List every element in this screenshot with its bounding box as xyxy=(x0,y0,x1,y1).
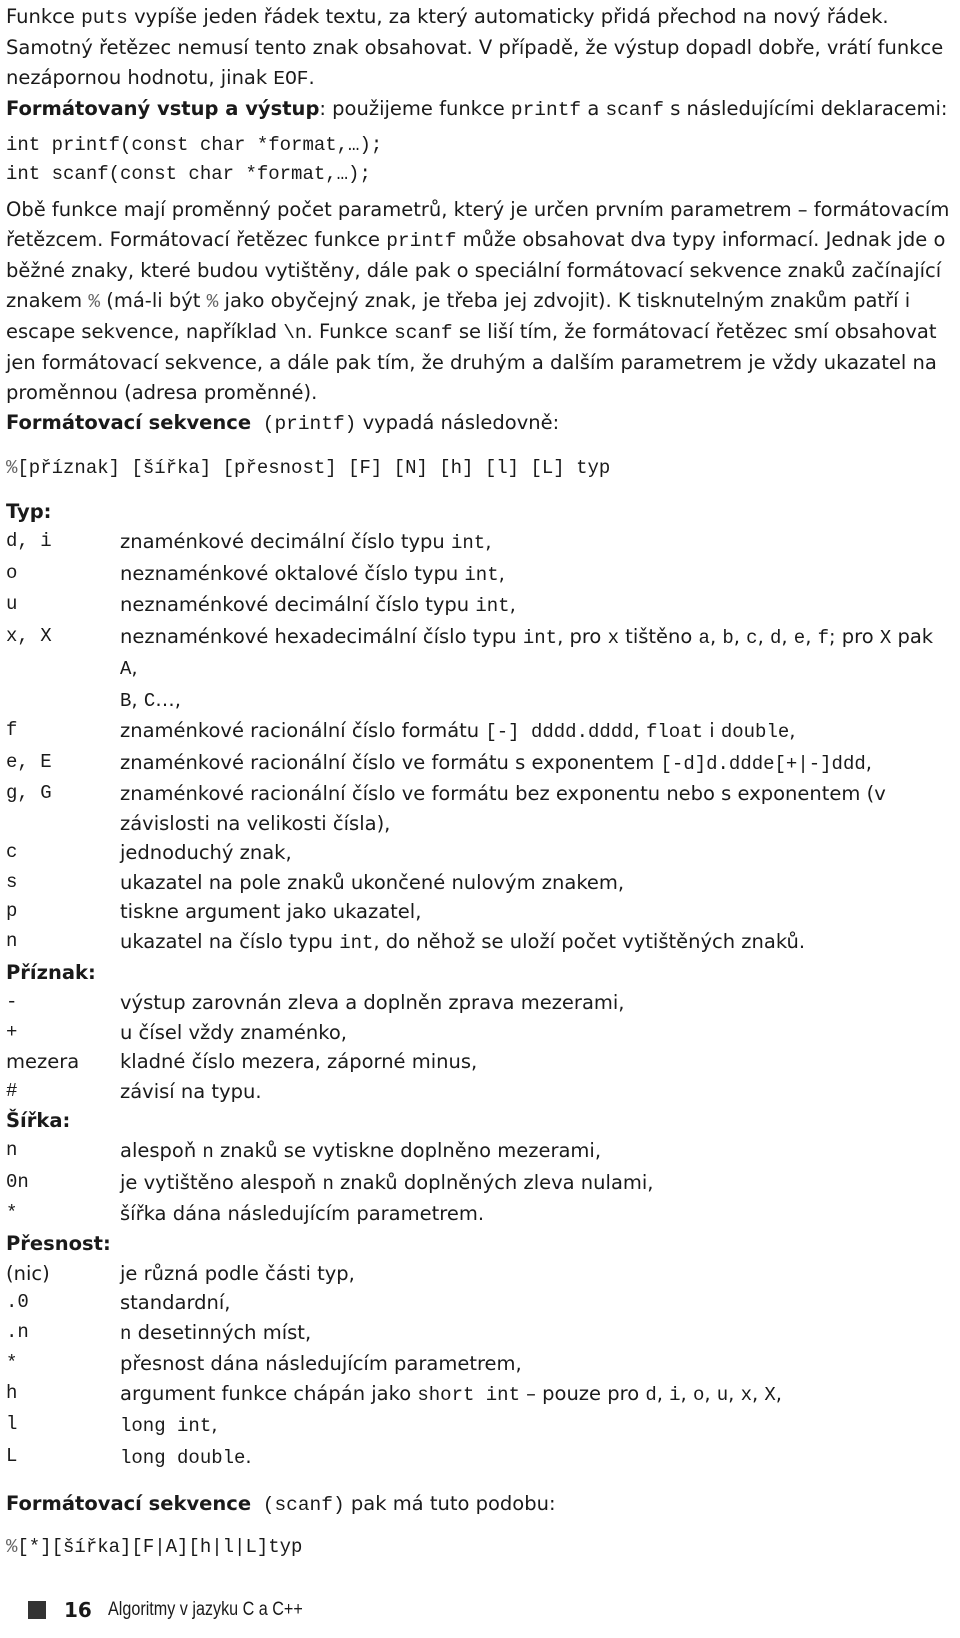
sirka-row-0n: 0n je vytištěno alespoň n znaků doplněných zleva nulami, xyxy=(6,1170,654,1195)
presnost-row-h: h argument funkce chápán jako short int – pouze pro d, i, o, u, x, X, xyxy=(6,1381,782,1406)
sirka-row-star: * šířka dána následujícím parametrem. xyxy=(6,1202,485,1225)
presnost-row-L: L long double. xyxy=(6,1444,252,1469)
decl-scanf: int scanf(const char *format,…); xyxy=(6,163,371,185)
presnost-row-nic: (nic) je různá podle části typ, xyxy=(6,1261,355,1285)
priznak-row-mezera: mezera kladné číslo mezera, záporné minus, xyxy=(6,1050,478,1073)
declarations-code xyxy=(6,131,956,189)
typ-row-d: d, i znaménkové decimální číslo typu int, xyxy=(6,530,492,554)
typ-row-n: n ukazatel na číslo typu int, do něhož se uloží počet vytištěných znaků. xyxy=(6,929,806,954)
typ-row-p: p tiskne argument jako ukazatel, xyxy=(6,900,422,923)
code-puts: puts xyxy=(81,7,128,29)
decl-printf: int printf(const char *format,…); xyxy=(6,134,383,156)
io-heading: Formátovaný vstup a výstup xyxy=(6,97,320,120)
sirka-row-n: n alespoň n znaků se vytiskne doplněno mezerami, xyxy=(6,1139,602,1163)
presnost-row-0: .0 standardní, xyxy=(6,1291,231,1314)
typ-row-u: u neznaménkové decimální číslo typu int, xyxy=(6,593,516,617)
page-footer xyxy=(28,1598,337,1622)
main-paragraph: Obě funkce mají proměnný počet parametrů, který je určen prvním parametrem – formátovacím řetězcem. Formátovací řetězec funkce printf může obsahovat dva typy informací. Jednak jde o běžné znaky, které budou vytištěny, dále pak o speciální formátovací sekvence znaků začínající znakem % (má-li být % jako obyčejný znak, je třeba jej zdvojit). K tisknutelným znakům patří i escape sekvence, například \n. Funkce scanf se liší tím, že formátovací řetězec smí obsahovat jen formátovací sekvence, a dále pak tím, že druhým a dalším parametrem je vždy ukazatel na proměnnou (adresa proměnné). xyxy=(6,198,950,404)
typ-row-e: e, E znaménkové racionální číslo ve formátu s exponentem [-d]d.ddde[+|-]ddd, xyxy=(6,750,872,775)
book-title: Algoritmy v jazyku C a C++ xyxy=(107,1599,303,1620)
section-typ: Typ: xyxy=(6,500,52,523)
priznak-row-plus: + u čísel vždy znaménko, xyxy=(6,1020,347,1044)
presnost-row-star: * přesnost dána následujícím parametrem, xyxy=(6,1352,522,1375)
presnost-row-l: l long int, xyxy=(6,1413,218,1437)
typ-row-x: x, X neznaménkové hexadecimální číslo typu int, pro x tištěno a, b, c, d, e, f; pro X pak A, B, C…, xyxy=(6,624,934,712)
typ-row-s: s ukazatel na pole znaků ukončené nulovým znakem, xyxy=(6,870,625,894)
typ-row-o: o neznaménkové oktalové číslo typu int, xyxy=(6,561,505,586)
presnost-row-n: .n n desetinných míst, xyxy=(6,1320,312,1345)
section-sirka: Šířka: xyxy=(6,1109,71,1132)
scanf-format-syntax: %[*][šířka][F|A][h|l|L]typ xyxy=(6,1536,303,1558)
priznak-row-minus: - výstup zarovnán zleva a doplněn zprava mezerami, xyxy=(6,991,625,1014)
code-eof: EOF xyxy=(273,68,309,90)
typ-row-f: f znaménkové racionální číslo formátu [-] dddd.dddd, float i double, xyxy=(6,719,796,743)
intro-paragraph: Funkce puts vypíše jeden řádek textu, za který automaticky přidá přechod na nový řádek. Samotný řetězec nemusí tento znak obsahovat. V případě, že výstup dopadl dobře, vrátí funkce nezápornou hodnotu, jinak EOF. xyxy=(6,5,944,90)
section-priznak: Příznak: xyxy=(6,961,96,984)
footer-square-icon xyxy=(28,1601,46,1619)
section-presnost: Přesnost: xyxy=(6,1231,111,1255)
priznak-row-hash: # závisí na typu. xyxy=(6,1079,262,1103)
typ-row-g: g, G znaménkové racionální číslo ve formátu bez exponentu nebo s exponentem (v závislosti na velikosti čísla), xyxy=(6,782,886,835)
typ-row-c: c jednoduchý znak, xyxy=(6,841,292,864)
io-paragraph: Formátovaný vstup a výstup: použijeme funkce printf a scanf s následujícími deklaracemi: xyxy=(6,97,948,121)
page-number: 16 xyxy=(64,1598,92,1622)
scanf-sequence-heading: Formátovací sekvence (scanf) pak má tuto podobu: xyxy=(6,1492,556,1516)
printf-format-syntax: %[příznak] [šířka] [přesnost] [F] [N] [h] [l] [L] typ xyxy=(6,457,611,479)
document-page xyxy=(6,0,956,1576)
printf-sequence-heading: Formátovací sekvence (printf) vypadá následovně: xyxy=(6,411,560,435)
